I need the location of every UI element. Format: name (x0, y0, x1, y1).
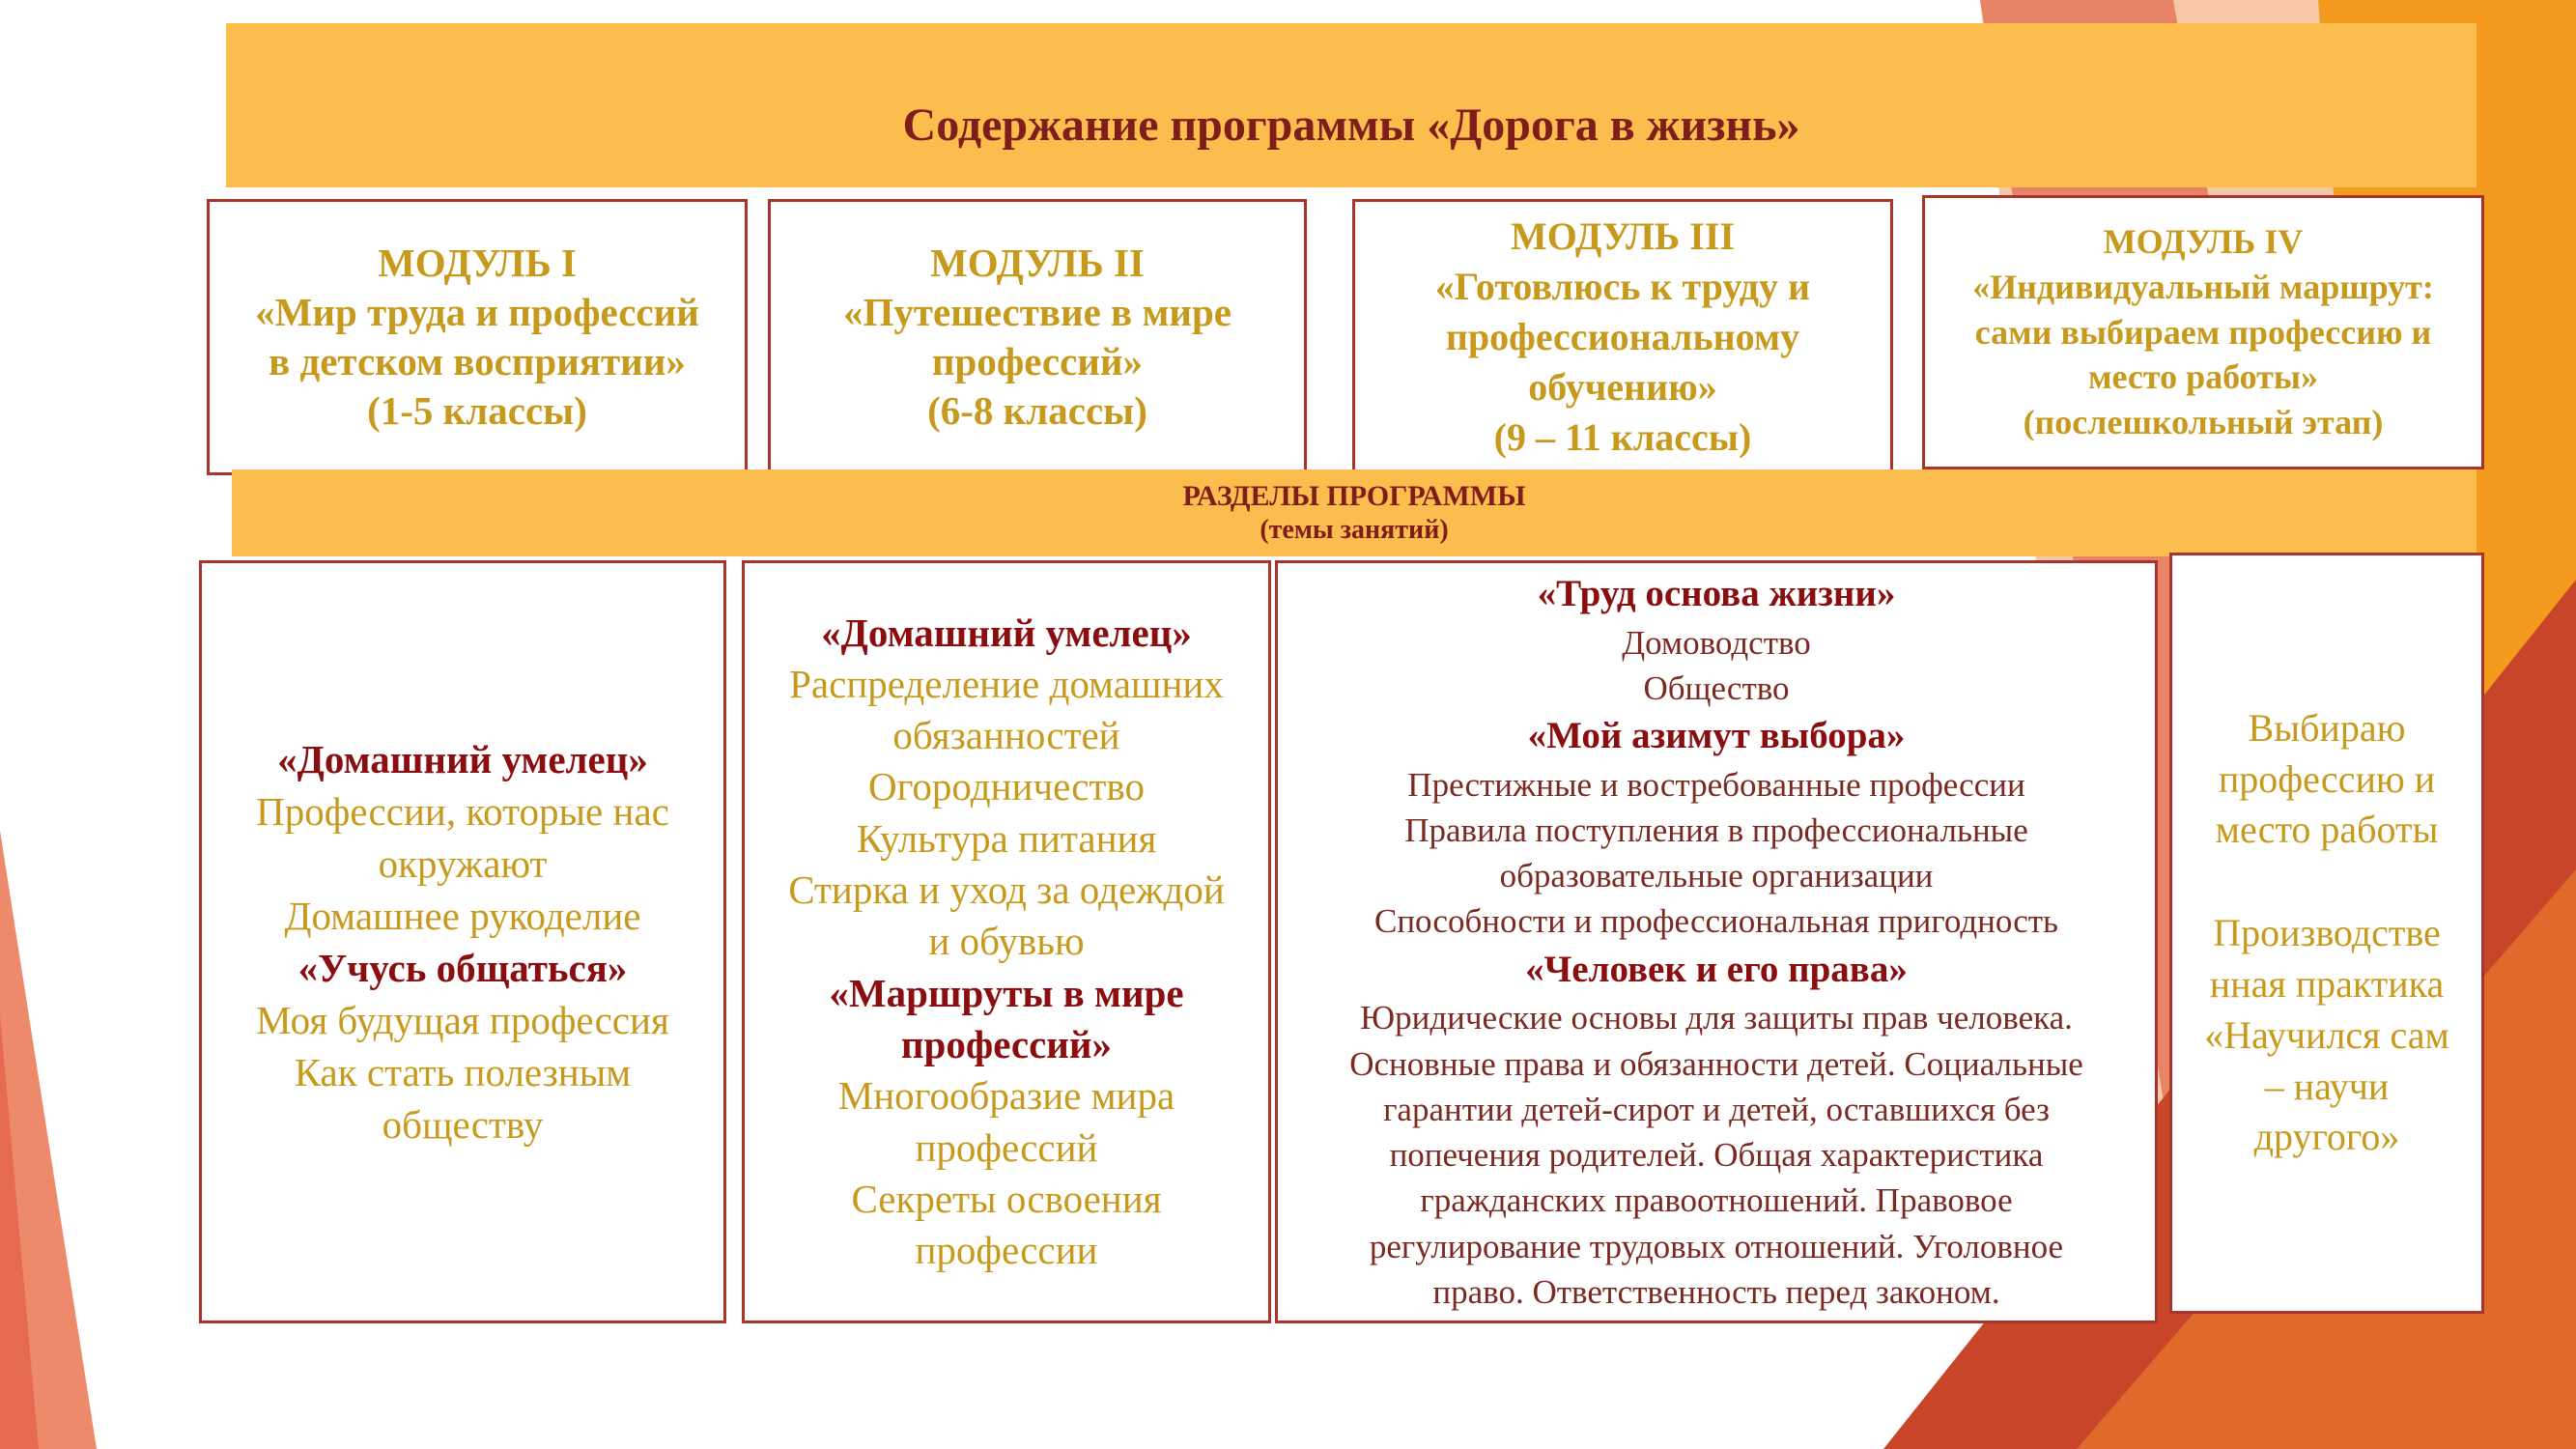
section-column-1 (199, 560, 726, 1323)
section-item: и обувью (928, 919, 1085, 964)
module-3-line: профессиональному (1445, 315, 1800, 358)
section-column-3 (1275, 560, 2158, 1323)
section-item: – научи (2264, 1064, 2390, 1108)
section-title: «Мой азимут выбора» (1527, 715, 1906, 757)
section-item: регулирование трудовых отношений. Уголовное (1369, 1227, 2064, 1265)
section-spacer (2204, 856, 2449, 908)
module-1-grades: (1-5 классы) (367, 388, 587, 434)
section-item: Производстве (2213, 911, 2441, 955)
section-item: Секреты освоения (851, 1176, 1162, 1221)
module-4-line: сами выбираем профессию и (1974, 312, 2432, 352)
module-1-line: в детском восприятии» (269, 339, 686, 384)
section-title: «Домашний умелец» (277, 736, 648, 781)
section-item: место работы (2215, 808, 2439, 852)
section-item: профессии (915, 1228, 1098, 1273)
module-box-3 (1352, 199, 1893, 475)
section-column-4-content (2204, 703, 2449, 1163)
module-4-line: «Индивидуальный маршрут: (1972, 267, 2434, 306)
section-item: попечения родителей. Общая характеристика (1389, 1136, 2044, 1175)
module-box-1 (207, 199, 748, 475)
section-item: Основные права и обязанности детей. Социальные (1349, 1044, 2083, 1083)
section-item: Моя будущая профессия (256, 998, 669, 1043)
section-item: Распределение домашних (789, 661, 1224, 706)
section-item: Престижные и востребованные профессии (1407, 765, 2025, 804)
section-column-2 (742, 560, 1271, 1323)
module-2-text (843, 239, 1231, 437)
section-item: Стирка и уход за одеждой (788, 867, 1225, 913)
module-2-line: «Путешествие в мире (842, 289, 1232, 334)
section-item: гражданских правоотношений. Правовое (1420, 1181, 2013, 1220)
section-item: «Научился сам (2204, 1012, 2449, 1057)
title-banner (226, 23, 2477, 187)
module-4-text (1972, 219, 2434, 445)
section-item: нная практика (2209, 962, 2445, 1006)
section-column-2-content (788, 608, 1225, 1277)
module-4-heading: МОДУЛЬ IV (2103, 222, 2304, 261)
section-column-3-content (1349, 569, 2083, 1315)
section-item: Юридические основы для защиты прав человека. (1360, 999, 2073, 1037)
section-item: Правила поступления в профессиональные (1404, 810, 2028, 849)
section-item: Культура питания (856, 815, 1157, 861)
section-column-4 (2169, 553, 2484, 1314)
module-4-stage: (послешкольный этап) (2023, 403, 2384, 442)
section-title: «Учусь общаться» (297, 946, 628, 990)
module-1-heading: МОДУЛЬ I (378, 240, 577, 285)
module-3-heading: МОДУЛЬ III (1511, 214, 1735, 258)
page-title: Содержание программы «Дорога в жизнь» (902, 99, 1800, 151)
section-item: Огородничество (868, 764, 1145, 810)
section-title: профессий» (900, 1021, 1113, 1066)
section-item: право. Ответственность перед законом. (1432, 1272, 2000, 1311)
section-item: профессий (915, 1124, 1098, 1170)
section-item: образовательные организации (1499, 857, 1934, 895)
section-item: обществу (382, 1102, 544, 1148)
section-item: профессию и (2218, 756, 2436, 801)
section-title: «Маршруты в мире (829, 970, 1184, 1015)
section-item: Профессии, которые нас (256, 788, 669, 834)
section-item: другого» (2253, 1115, 2400, 1159)
module-box-4 (1922, 195, 2484, 469)
section-item: окружают (378, 840, 548, 886)
section-title: «Человек и его права» (1525, 948, 1908, 990)
section-title: «Труд основа жизни» (1537, 572, 1896, 614)
module-box-2 (768, 199, 1307, 475)
module-3-grades: (9 – 11 классы) (1493, 415, 1752, 459)
module-4-line: место работы» (2087, 357, 2318, 397)
section-item: обязанностей (892, 713, 1120, 758)
section-item: гарантии детей-сирот и детей, оставшихся без (1383, 1090, 2050, 1128)
module-3-text (1435, 212, 1810, 463)
module-2-line: профессий» (931, 339, 1144, 384)
section-column-1-content (256, 733, 669, 1151)
sections-title: РАЗДЕЛЫ ПРОГРАММЫ (1182, 480, 1526, 513)
module-2-grades: (6-8 классы) (927, 388, 1147, 434)
sections-subtitle: (темы занятий) (1260, 515, 1449, 546)
module-1-line: «Мир труда и профессий (255, 289, 699, 334)
section-item: Как стать полезным (294, 1050, 632, 1095)
section-item: Способности и профессиональная пригодность (1373, 902, 2059, 941)
module-3-line: «Готовлюсь к труду и (1434, 265, 1811, 308)
sections-banner (232, 469, 2477, 556)
section-title: «Домашний умелец» (821, 610, 1192, 655)
module-1-text (255, 239, 699, 437)
section-item: Общество (1643, 668, 1790, 707)
section-item: Многообразие мира (837, 1073, 1175, 1119)
section-item: Домоводство (1622, 623, 1811, 662)
module-2-heading: МОДУЛЬ II (930, 240, 1145, 285)
section-item: Домашнее рукоделие (284, 893, 641, 938)
section-item: Выбираю (2248, 705, 2406, 750)
module-3-line: обучению» (1528, 365, 1717, 409)
